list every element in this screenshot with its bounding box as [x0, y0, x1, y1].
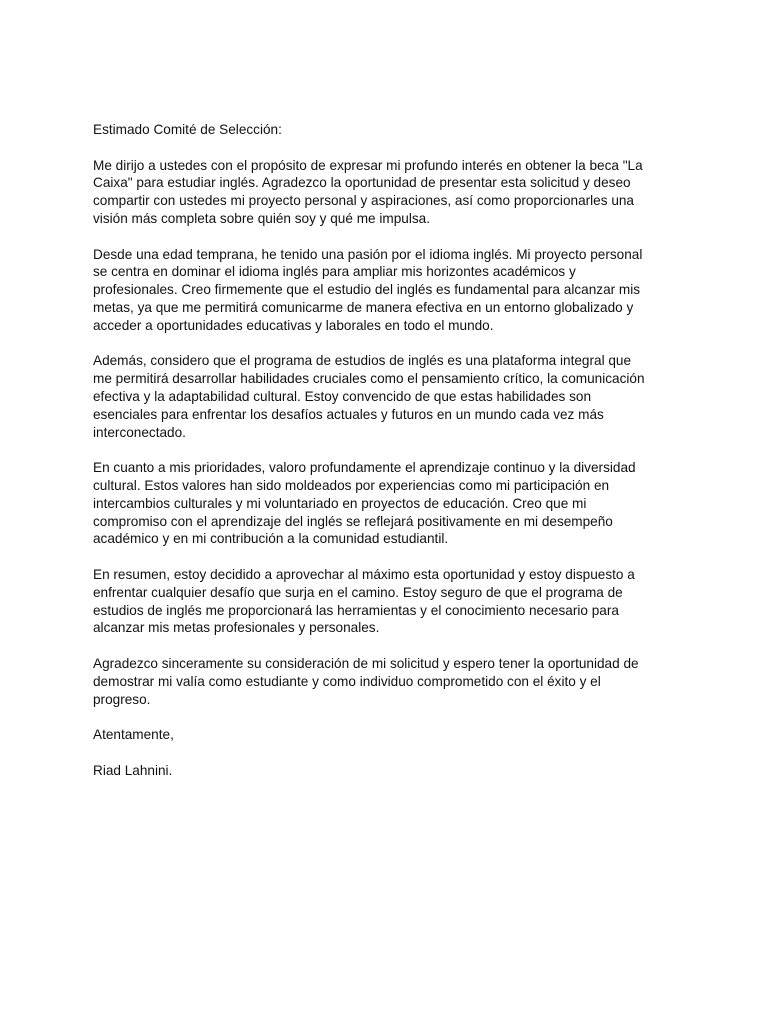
letter-body [93, 121, 683, 797]
letter-paragraph-3: Además, considero que el programa de estudios de inglés es una plataforma integral que me permitirá desarrollar habilidades cruciales como el pensamiento crítico, la comunicación efectiva y la adaptabilidad cultural. Estoy convencido de que estas habilidades son esenciales para enfrentar los desafíos actuales y futuros en un mundo cada vez más interconectado. [93, 353, 645, 440]
letter-salutation: Estimado Comité de Selección: [93, 122, 282, 137]
letter-paragraph-4: En cuanto a mis prioridades, valoro profundamente el aprendizaje continuo y la diversidad cultural. Estos valores han sido moldeados por experiencias como mi participación en intercambios culturales y mi voluntariado en proyectos de educación. Creo que mi compromiso con el aprendizaje del inglés se reflejará positivamente en mi desempeño académico y en mi contribución a la comunidad estudiantil. [93, 460, 636, 547]
letter-paragraph-5: En resumen, estoy decidido a aprovechar al máximo esta oportunidad y estoy dispuesto a enfrentar cualquier desafío que surja en el camino. Estoy seguro de que el programa de estudios de inglés me proporcionará las herramientas y el conocimiento necesario para alcanzar mis metas profesionales y personales. [93, 566, 635, 636]
letter-signature: Riad Lahnini. [93, 762, 173, 778]
letter-paragraph-6: Agradezco sinceramente su consideración de mi solicitud y espero tener la oportunidad de demostrar mi valía como estudiante y como individuo comprometido con el éxito y el progreso. [93, 655, 639, 707]
letter-paragraph-2: Desde una edad temprana, he tenido una pasión por el idioma inglés. Mi proyecto personal se centra en dominar el idioma inglés para ampliar mis horizontes académicos y profesionales. Creo firmemente que el estudio del inglés es fundamental para alcanzar mis metas, ya que me permitirá comunicarme de manera efectiva en un entorno globalizado y acceder a oportunidades educativas y laborales en todo el mundo. [93, 246, 643, 333]
letter-closing: Atentamente, [93, 727, 174, 743]
letter-paragraph-1: Me dirijo a ustedes con el propósito de expresar mi profundo interés en obtener la beca "La Caixa" para estudiar inglés. Agradezco la oportunidad de presentar esta solicitud y deseo compartir con ustedes mi proyecto personal y aspiraciones, así como proporcionarles una visión más completa sobre quién soy y qué me impulsa. [93, 157, 643, 226]
